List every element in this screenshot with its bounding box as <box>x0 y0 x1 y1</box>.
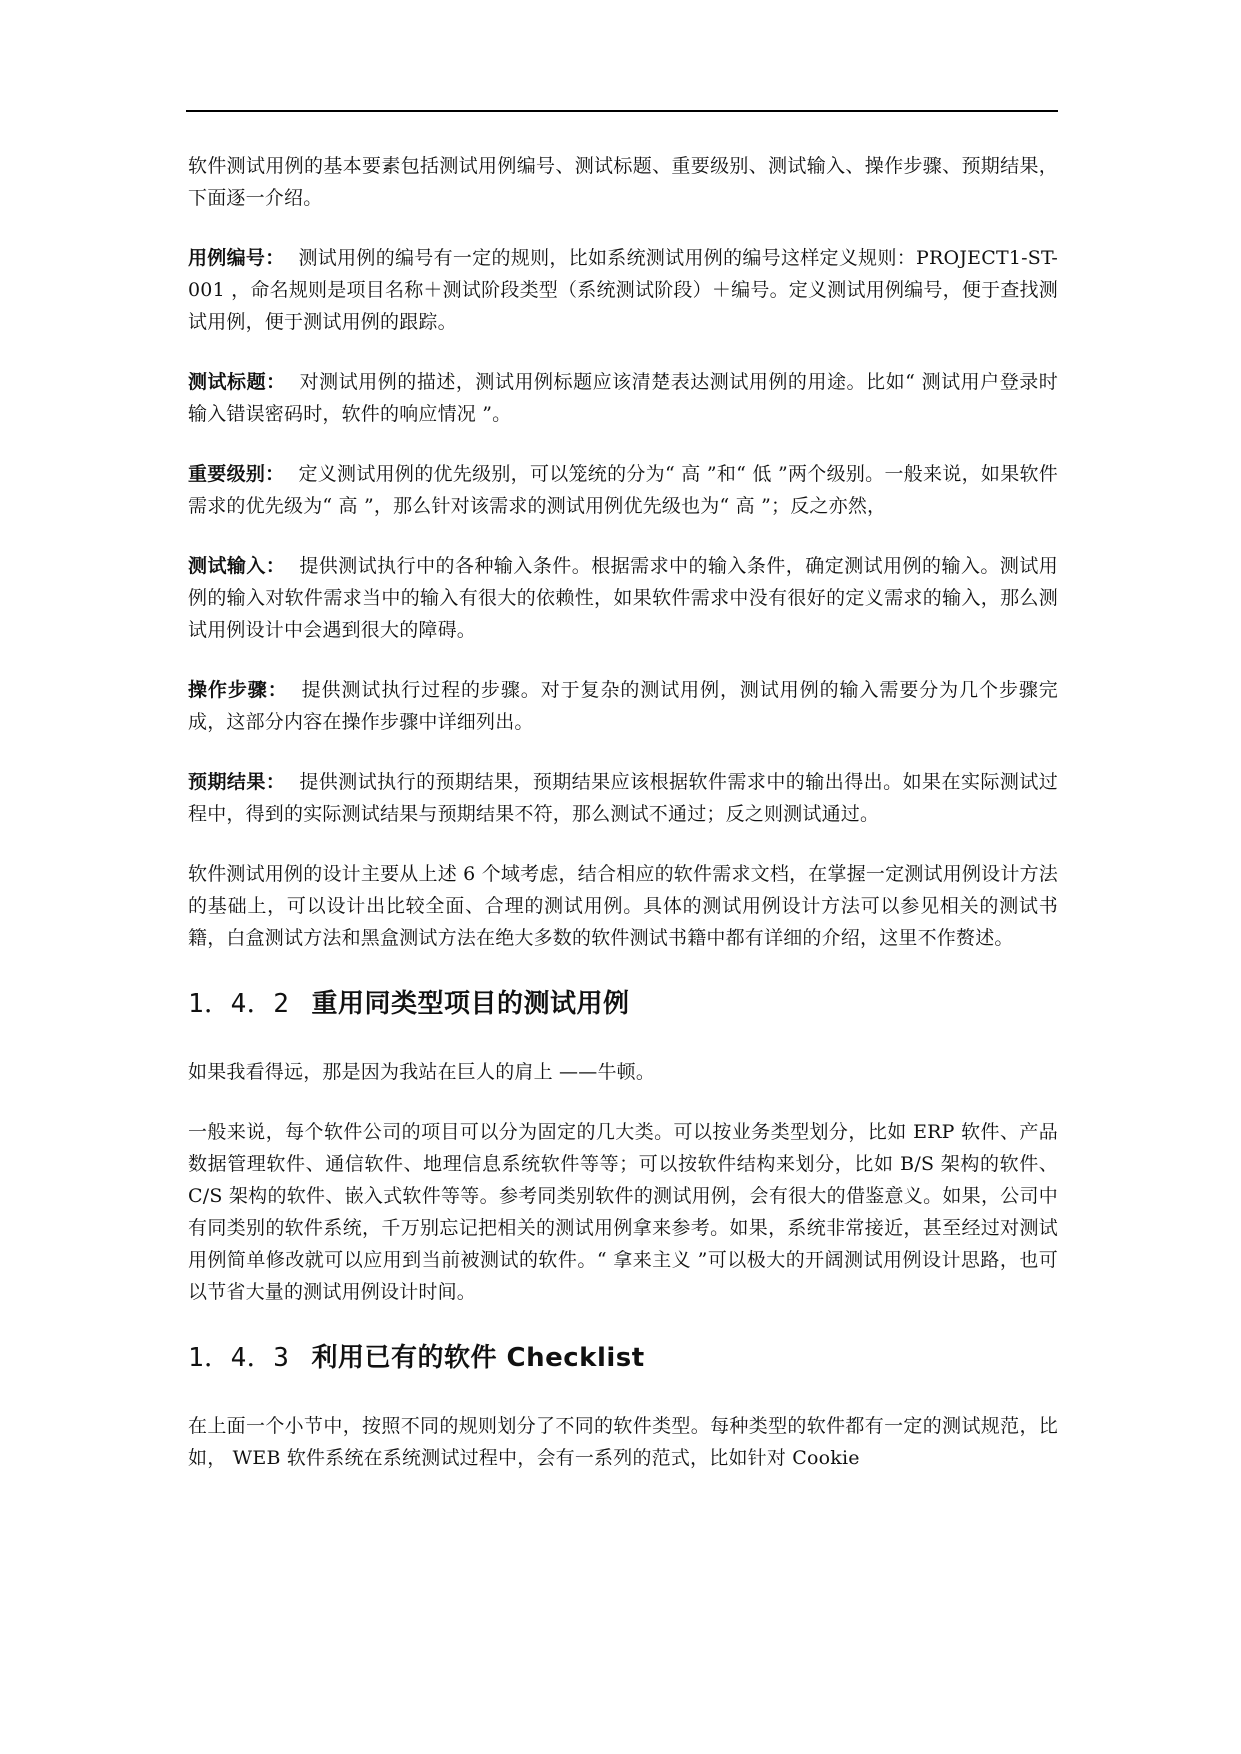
element-paragraph-test-title <box>188 366 1058 430</box>
desc-expected-result: 提供测试执行的预期结果，预期结果应该根据软件需求中的输出得出。如果在实际测试过程中，得到的实际测试结果与预期结果不符，那么测试不通过；反之则测试通过。 <box>188 771 1058 825</box>
desc-steps: 提供测试执行过程的步骤。对于复杂的测试用例，测试用例的输入需要分为几个步骤完成，这部分内容在操作步骤中详细列出。 <box>188 679 1058 733</box>
header-rule <box>186 110 1058 112</box>
element-paragraph-case-id <box>188 242 1058 338</box>
section-heading-1-4-3 <box>188 1338 1058 1378</box>
term-test-input: 测试输入： <box>188 555 286 577</box>
term-priority: 重要级别： <box>188 463 285 485</box>
desc-case-id: 测试用例的编号有一定的规则，比如系统测试用例的编号这样定义规则：PROJECT1-ST-001 ，命名规则是项目名称＋测试阶段类型（系统测试阶段）＋编号。定义测试用例编号，便于查找测试用例，便于测试用例的跟踪。 <box>188 247 1058 333</box>
element-paragraph-steps <box>188 674 1058 738</box>
section-number: 1．4．2 <box>188 989 290 1019</box>
term-test-title: 测试标题： <box>188 371 286 393</box>
element-paragraph-test-input <box>188 550 1058 646</box>
section-heading-1-4-2 <box>188 984 1058 1024</box>
intro-paragraph: 软件测试用例的基本要素包括测试用例编号、测试标题、重要级别、测试输入、操作步骤、预期结果，下面逐一介绍。 <box>188 155 1058 209</box>
document-body <box>188 150 1058 1502</box>
term-steps: 操作步骤： <box>188 679 288 701</box>
desc-test-title: 对测试用例的描述，测试用例标题应该清楚表达测试用例的用途。比如“ 测试用户登录时输入错误密码时，软件的响应情况 ”。 <box>188 371 1058 425</box>
section-title: 重用同类型项目的测试用例 <box>311 989 630 1019</box>
term-case-id: 用例编号： <box>188 247 285 269</box>
term-expected-result: 预期结果： <box>188 771 286 793</box>
reuse-paragraph: 一般来说，每个软件公司的项目可以分为固定的几大类。可以按业务类型划分，比如 ERP 软件、产品数据管理软件、通信软件、地理信息系统软件等等；可以按软件结构来划分，比如 B/S 架构的软件、 C/S 架构的软件、嵌入式软件等等。参考同类别软件的测试用例，会有很大的借鉴意义。如果，公司中有同类别的软件系统，千万别忘记把相关的测试用例拿来参考。如果，系统非常接近，甚至经过对测试用例简单修改就可以应用到当前被测试的软件。“ 拿来主义 ”可以极大的开阔测试用例设计思路，也可以节省大量的测试用例设计时间。 <box>188 1121 1058 1303</box>
element-paragraph-priority <box>188 458 1058 522</box>
section-title: 利用已有的软件 Checklist <box>311 1343 645 1373</box>
quote-paragraph: 如果我看得远，那是因为我站在巨人的肩上 ——牛顿。 <box>188 1061 656 1083</box>
summary-paragraph: 软件测试用例的设计主要从上述 6 个域考虑，结合相应的软件需求文档，在掌握一定测试用例设计方法的基础上，可以设计出比较全面、合理的测试用例。具体的测试用例设计方法可以参见相关的测试书籍，白盒测试方法和黑盒测试方法在绝大多数的软件测试书籍中都有详细的介绍，这里不作赘述。 <box>188 863 1058 949</box>
element-paragraph-expected-result <box>188 766 1058 830</box>
checklist-paragraph: 在上面一个小节中，按照不同的规则划分了不同的软件类型。每种类型的软件都有一定的测试规范，比如， WEB 软件系统在系统测试过程中，会有一系列的范式，比如针对 Cookie <box>188 1415 1058 1469</box>
desc-priority: 定义测试用例的优先级别，可以笼统的分为“ 高 ”和“ 低 ”两个级别。一般来说，如果软件需求的优先级为“ 高 ”，那么针对该需求的测试用例优先级也为“ 高 ”；反之亦然， <box>188 463 1058 517</box>
section-number: 1．4．3 <box>188 1343 290 1373</box>
desc-test-input: 提供测试执行中的各种输入条件。根据需求中的输入条件，确定测试用例的输入。测试用例的输入对软件需求当中的输入有很大的依赖性，如果软件需求中没有很好的定义需求的输入，那么测试用例设计中会遇到很大的障碍。 <box>188 555 1058 641</box>
